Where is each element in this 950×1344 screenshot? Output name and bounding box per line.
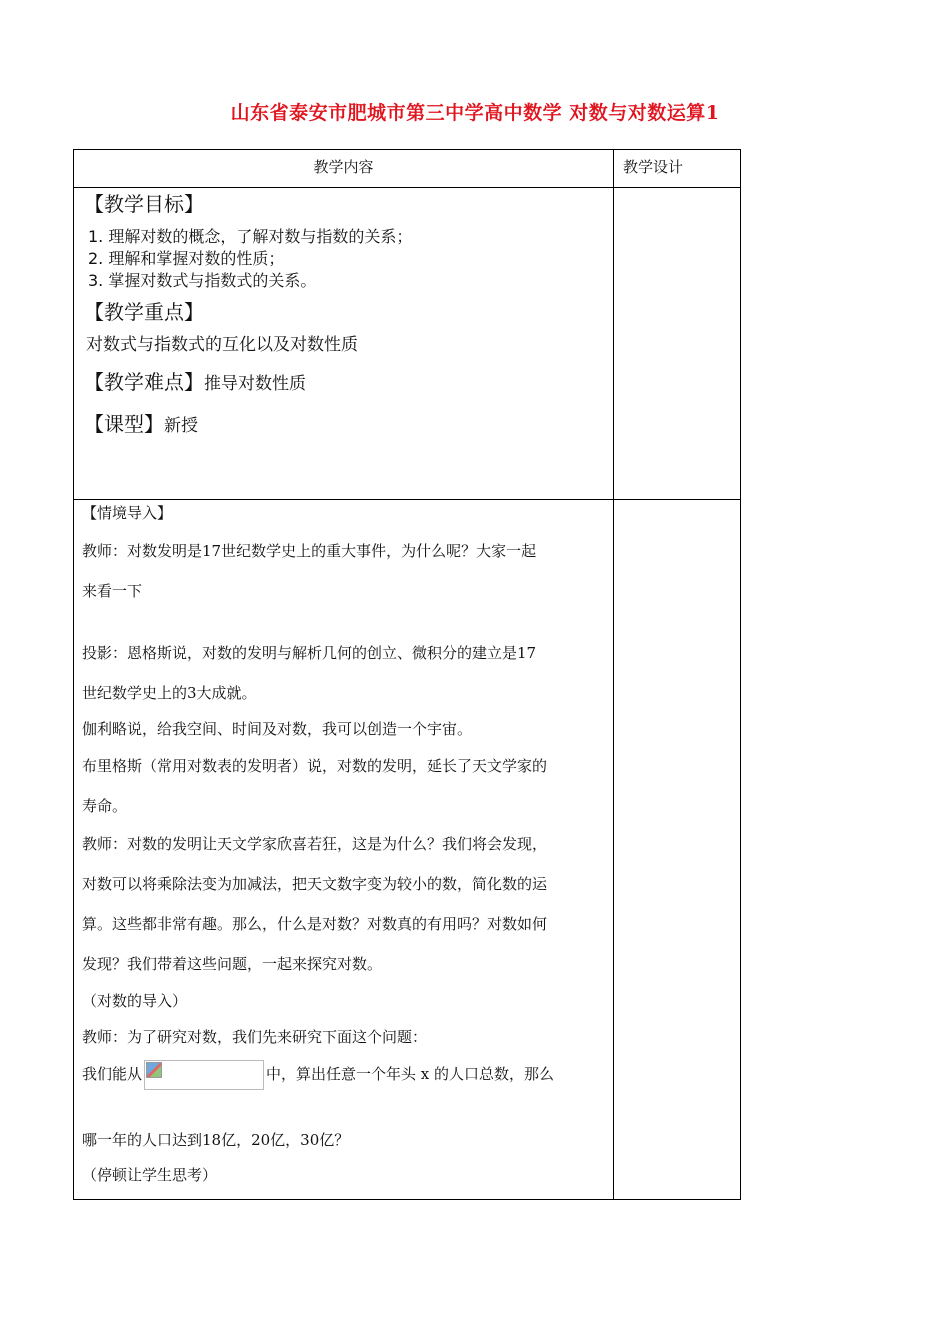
question-before: 我们能从	[82, 1065, 143, 1083]
objectives-section	[84, 188, 604, 442]
intro-line: 布里格斯（常用对数表的发明者）说，对数的发明，延长了天文学家的	[82, 757, 548, 775]
question-line-2: 哪一年的人口达到18亿，20亿，30亿？	[82, 1131, 350, 1149]
lesson-type-heading: 【课型】	[84, 412, 164, 436]
intro-line: 对数可以将乘除法变为加减法，把天文数字变为较小的数，简化数的运	[82, 875, 548, 893]
intro-line: 伽利略说，给我空间、时间及对数，我可以创造一个宇宙。	[82, 720, 473, 738]
objective-item: 3. 掌握对数式与指数式的关系。	[88, 271, 317, 290]
pause-note: （停顿让学生思考）	[82, 1166, 218, 1184]
lesson-type-row	[84, 408, 604, 442]
broken-image-placeholder	[144, 1060, 264, 1090]
question-line	[82, 1060, 554, 1090]
key-points-heading: 【教学重点】	[84, 300, 204, 324]
column-divider	[613, 150, 614, 1199]
intro-line: 教师：对数的发明让天文学家欣喜若狂，这是为什么？我们将会发现，	[82, 835, 548, 853]
intro-line: 算。这些都非常有趣。那么，什么是对数？对数真的有用吗？对数如何	[82, 915, 548, 933]
intro-heading: 【情境导入】	[82, 504, 173, 522]
header-teaching-content: 教学内容	[313, 158, 374, 176]
difficulty-heading: 【教学难点】	[84, 370, 204, 394]
objective-item: 1. 理解对数的概念，了解对数与指数的关系；	[88, 227, 413, 246]
intro-line: 投影：恩格斯说，对数的发明与解析几何的创立、微积分的建立是17	[82, 644, 537, 662]
objectives-list	[88, 226, 604, 292]
image-icon	[146, 1062, 162, 1078]
intro-line: 教师：为了研究对数，我们先来研究下面这个问题：	[82, 1028, 428, 1046]
lesson-table	[73, 149, 741, 1200]
key-points-text: 对数式与指数式的互化以及对数性质	[86, 335, 358, 355]
objective-item: 2. 理解和掌握对数的性质；	[88, 249, 285, 268]
intro-line: 教师：对数发明是17世纪数学史上的重大事件，为什么呢？大家一起	[82, 542, 537, 560]
intro-line: （对数的导入）	[82, 992, 188, 1010]
question-after: 中，算出任意一个年头 x 的人口总数，那么	[266, 1065, 555, 1083]
intro-line: 寿命。	[82, 797, 128, 815]
intro-line: 来看一下	[82, 582, 143, 600]
difficulty-row	[84, 366, 604, 400]
objectives-heading: 【教学目标】	[84, 192, 204, 216]
lesson-type-text: 新授	[164, 416, 198, 436]
difficulty-text: 推导对数性质	[204, 374, 306, 394]
document-title: 山东省泰安市肥城市第三中学高中数学 对数与对数运算1	[230, 102, 720, 124]
intro-line: 世纪数学史上的3大成就。	[82, 684, 257, 702]
header-teaching-design: 教学设计	[623, 158, 684, 176]
intro-line: 发现？我们带着这些问题，一起来探究对数。	[82, 955, 383, 973]
row-divider	[74, 499, 740, 500]
